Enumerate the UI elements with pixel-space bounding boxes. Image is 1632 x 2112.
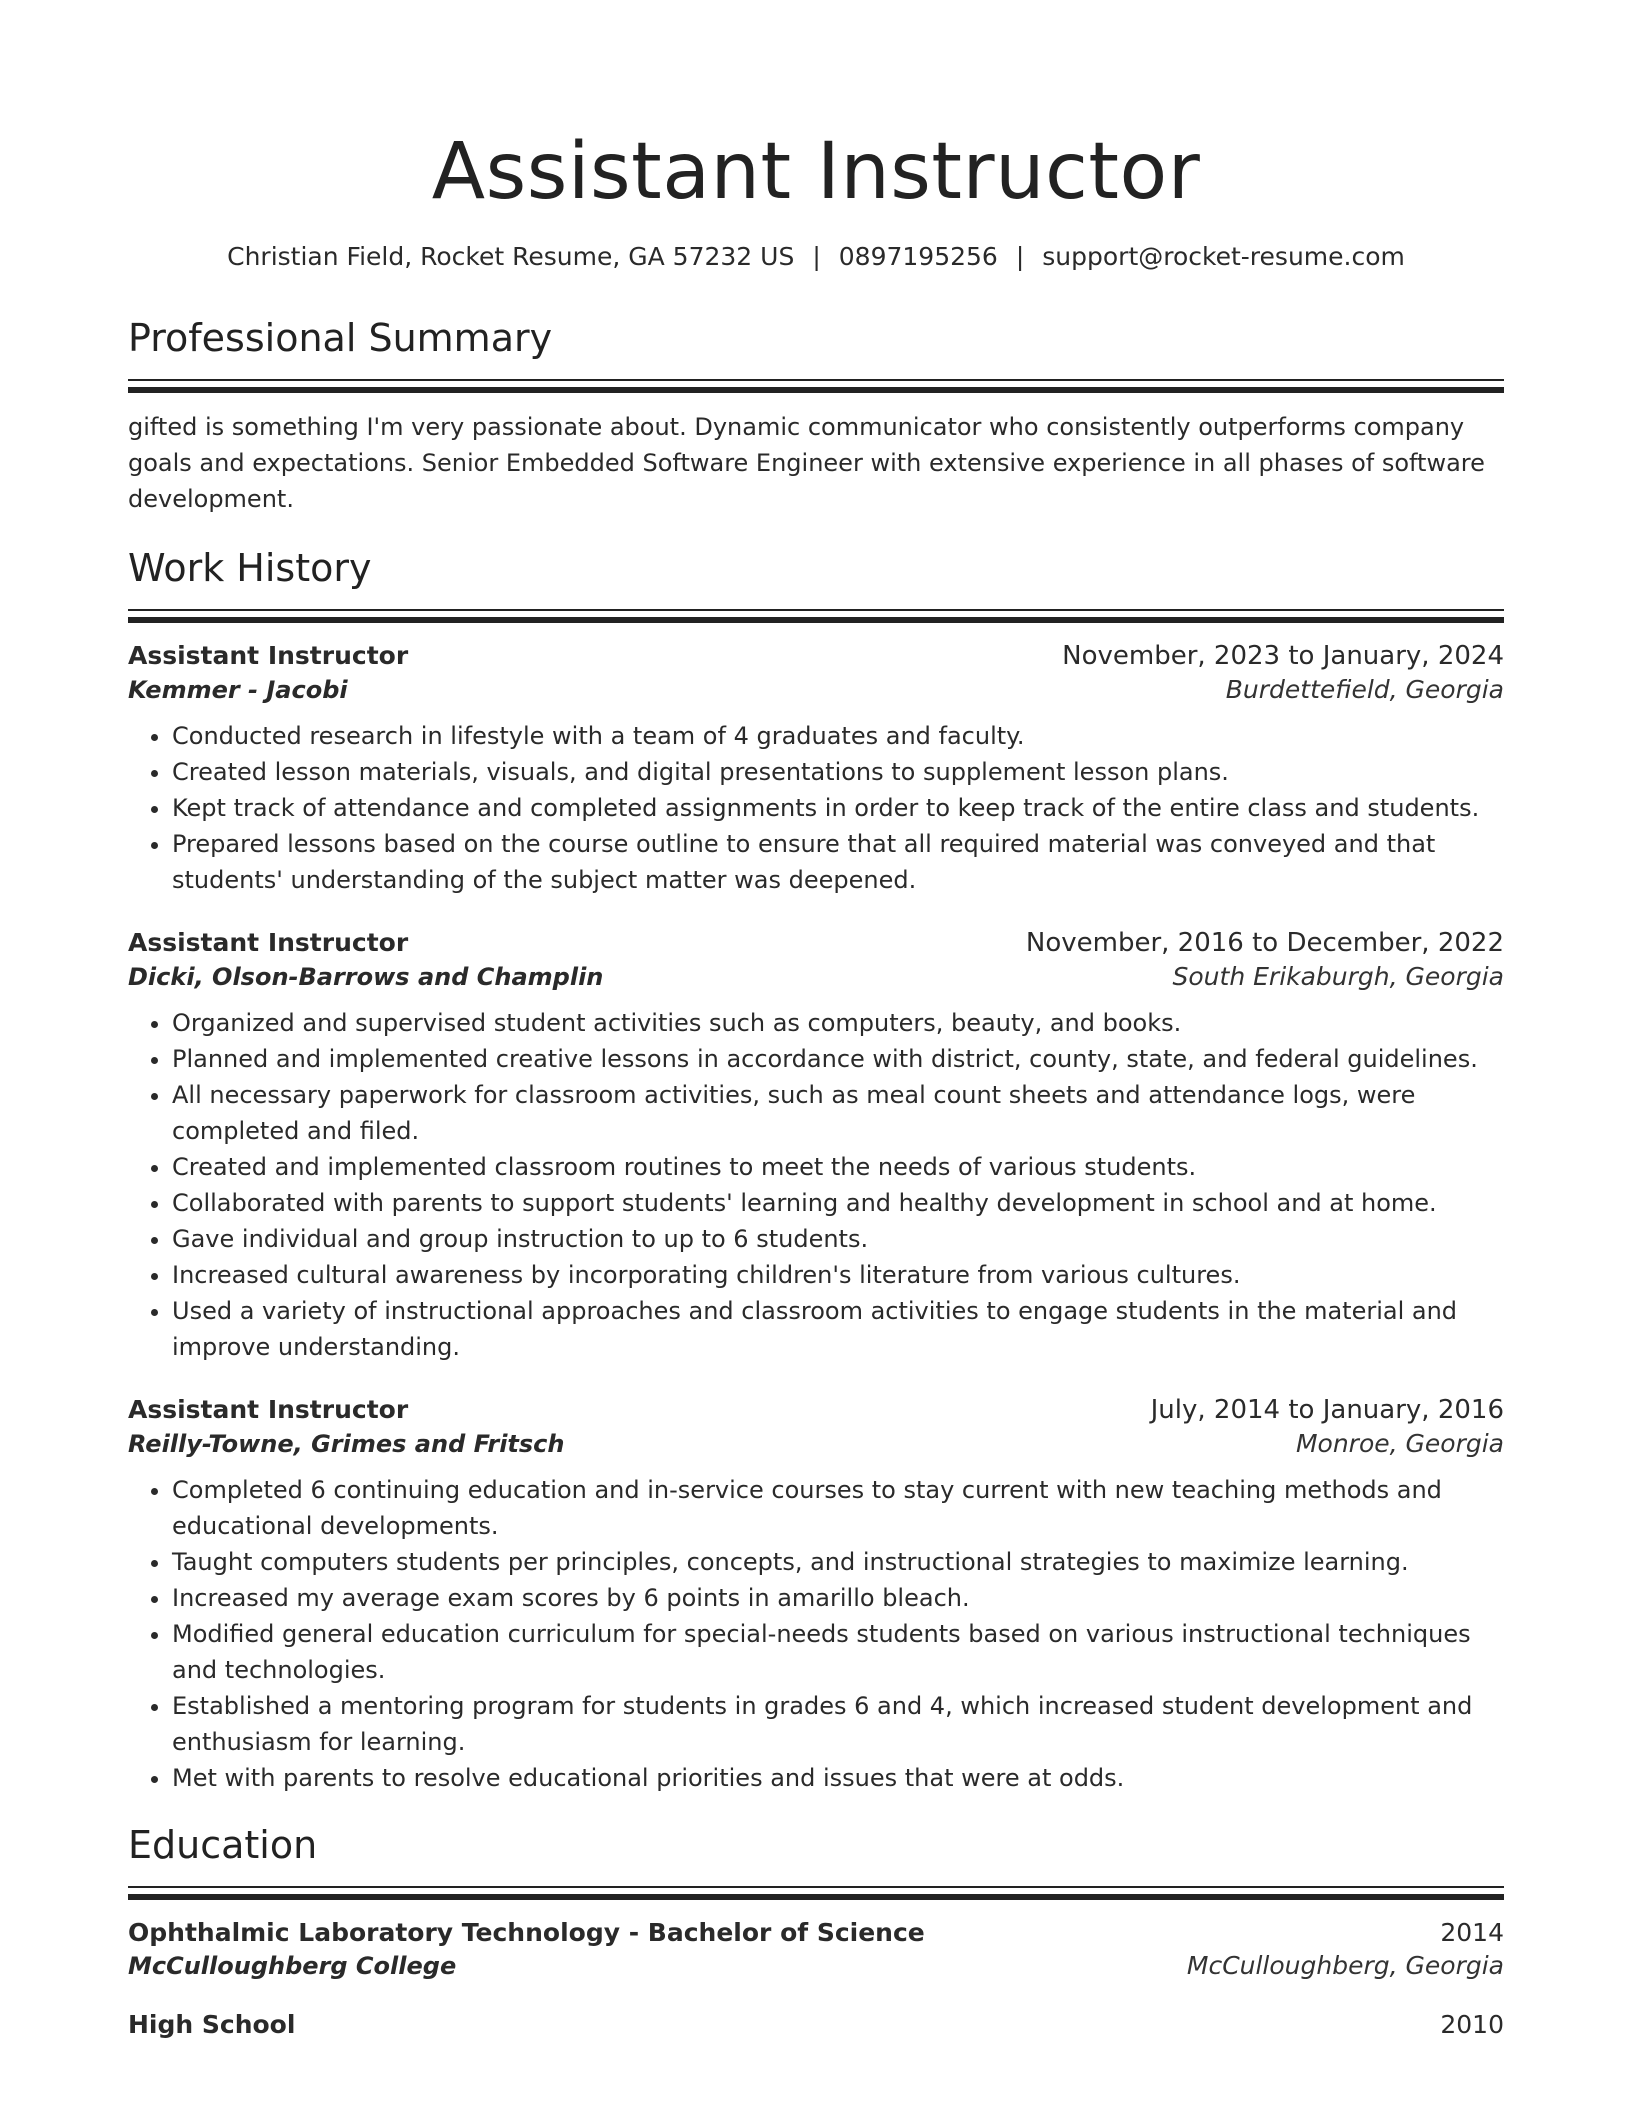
list-item: • Increased my average exam scores by 6 points in amarillo bleach. (172, 1580, 1504, 1616)
list-item: • Created lesson materials, visuals, and digital presentations to supplement lesson plans. (172, 754, 1504, 790)
section-divider (128, 609, 1504, 611)
job-location: Monroe, Georgia (1295, 1429, 1504, 1458)
education-year: 2014 (1440, 1918, 1504, 1947)
job-company-row (128, 671, 1504, 704)
job-entry (128, 928, 1504, 1365)
section-heading-summary: Professional Summary (128, 316, 553, 360)
job-title: Assistant Instructor (128, 1395, 409, 1424)
job-dates: July, 2014 to January, 2016 (1150, 1395, 1504, 1425)
job-company: Kemmer - Jacobi (128, 676, 348, 704)
list-item: • Gave individual and group instruction to up to 6 students. (172, 1221, 1504, 1257)
resume-title: Assistant Instructor (431, 127, 1201, 217)
job-title: Assistant Instructor (128, 928, 409, 957)
education-entry (128, 1918, 1504, 1980)
job-location: South Erikaburgh, Georgia (1172, 962, 1504, 991)
job-header-row (128, 1395, 1504, 1425)
list-item: • Established a mentoring program for students in grades 6 and 4, which increased student development and enthusiasm for learning. (172, 1688, 1504, 1760)
job-bullets (128, 718, 1504, 898)
job-location: Burdettefield, Georgia (1225, 675, 1504, 704)
job-company: Reilly-Towne, Grimes and Fritsch (128, 1430, 565, 1458)
education-degree: High School (128, 2010, 296, 2039)
list-item: • Prepared lessons based on the course outline to ensure that all required material was conveyed and that students' understanding of the subject matter was deepened. (172, 826, 1504, 898)
list-item: • Planned and implemented creative lessons in accordance with district, county, state, and federal guidelines. (172, 1041, 1504, 1077)
section-divider (128, 1894, 1504, 1900)
job-company-row (128, 1425, 1504, 1458)
section-divider (128, 617, 1504, 623)
summary-section (128, 315, 1504, 517)
education-header-row (128, 1918, 1504, 1947)
section-divider (128, 379, 1504, 381)
job-title: Assistant Instructor (128, 641, 409, 670)
education-school: McCulloughberg College (128, 1952, 457, 1980)
job-entry (128, 641, 1504, 898)
education-location: McCulloughberg, Georgia (1186, 1951, 1504, 1980)
job-bullets (128, 1005, 1504, 1365)
education-year: 2010 (1440, 2010, 1504, 2039)
job-bullets (128, 1472, 1504, 1796)
job-dates: November, 2016 to December, 2022 (1025, 928, 1504, 958)
list-item: • Conducted research in lifestyle with a team of 4 graduates and faculty. (172, 718, 1504, 754)
list-item: • Completed 6 continuing education and in-service courses to stay current with new teaching methods and educational developments. (172, 1472, 1504, 1544)
summary-text: gifted is something I'm very passionate about. Dynamic communicator who consistently outperforms company goals and expectations. Senior Embedded Software Engineer with extensive experience in all phases of software development. (128, 413, 1485, 513)
section-heading-education: Education (128, 1823, 318, 1867)
list-item: • Modified general education curriculum for special-needs students based on various instructional techniques and technologies. (172, 1616, 1504, 1688)
education-school-row (128, 1947, 1504, 1980)
job-dates: November, 2023 to January, 2024 (1062, 641, 1504, 671)
job-header-row (128, 641, 1504, 671)
list-item: • Kept track of attendance and completed assignments in order to keep track of the entire class and students. (172, 790, 1504, 826)
contact-line (128, 242, 1504, 271)
contact-email: support@rocket-resume.com (1042, 242, 1405, 271)
list-item: • Used a variety of instructional approaches and classroom activities to engage students in the material and improve understanding. (172, 1293, 1504, 1365)
job-header-row (128, 928, 1504, 958)
education-header-row (128, 2010, 1504, 2039)
list-item: • Met with parents to resolve educational priorities and issues that were at odds. (172, 1760, 1504, 1796)
education-entry (128, 2010, 1504, 2039)
education-section (128, 1822, 1504, 2039)
job-company-row (128, 958, 1504, 991)
list-item: • Created and implemented classroom routines to meet the needs of various students. (172, 1149, 1504, 1185)
work-history-section (128, 545, 1504, 1796)
list-item: • Collaborated with parents to support students' learning and healthy development in school and at home. (172, 1185, 1504, 1221)
job-company: Dicki, Olson-Barrows and Champlin (128, 963, 604, 991)
section-heading-work: Work History (128, 546, 372, 590)
education-degree: Ophthalmic Laboratory Technology - Bachelor of Science (128, 1918, 925, 1947)
job-entry (128, 1395, 1504, 1796)
contact-separator: | (1015, 242, 1025, 271)
list-item: • Increased cultural awareness by incorporating children's literature from various cultures. (172, 1257, 1504, 1293)
contact-address: Christian Field, Rocket Resume, GA 57232 US (227, 242, 795, 271)
list-item: • Organized and supervised student activities such as computers, beauty, and books. (172, 1005, 1504, 1041)
section-divider (128, 1886, 1504, 1888)
contact-separator: | (812, 242, 821, 271)
section-divider (128, 387, 1504, 393)
contact-phone: 0897195256 (838, 242, 998, 271)
list-item: • Taught computers students per principles, concepts, and instructional strategies to maximize learning. (172, 1544, 1504, 1580)
list-item: • All necessary paperwork for classroom activities, such as meal count sheets and attendance logs, were completed and filed. (172, 1077, 1504, 1149)
